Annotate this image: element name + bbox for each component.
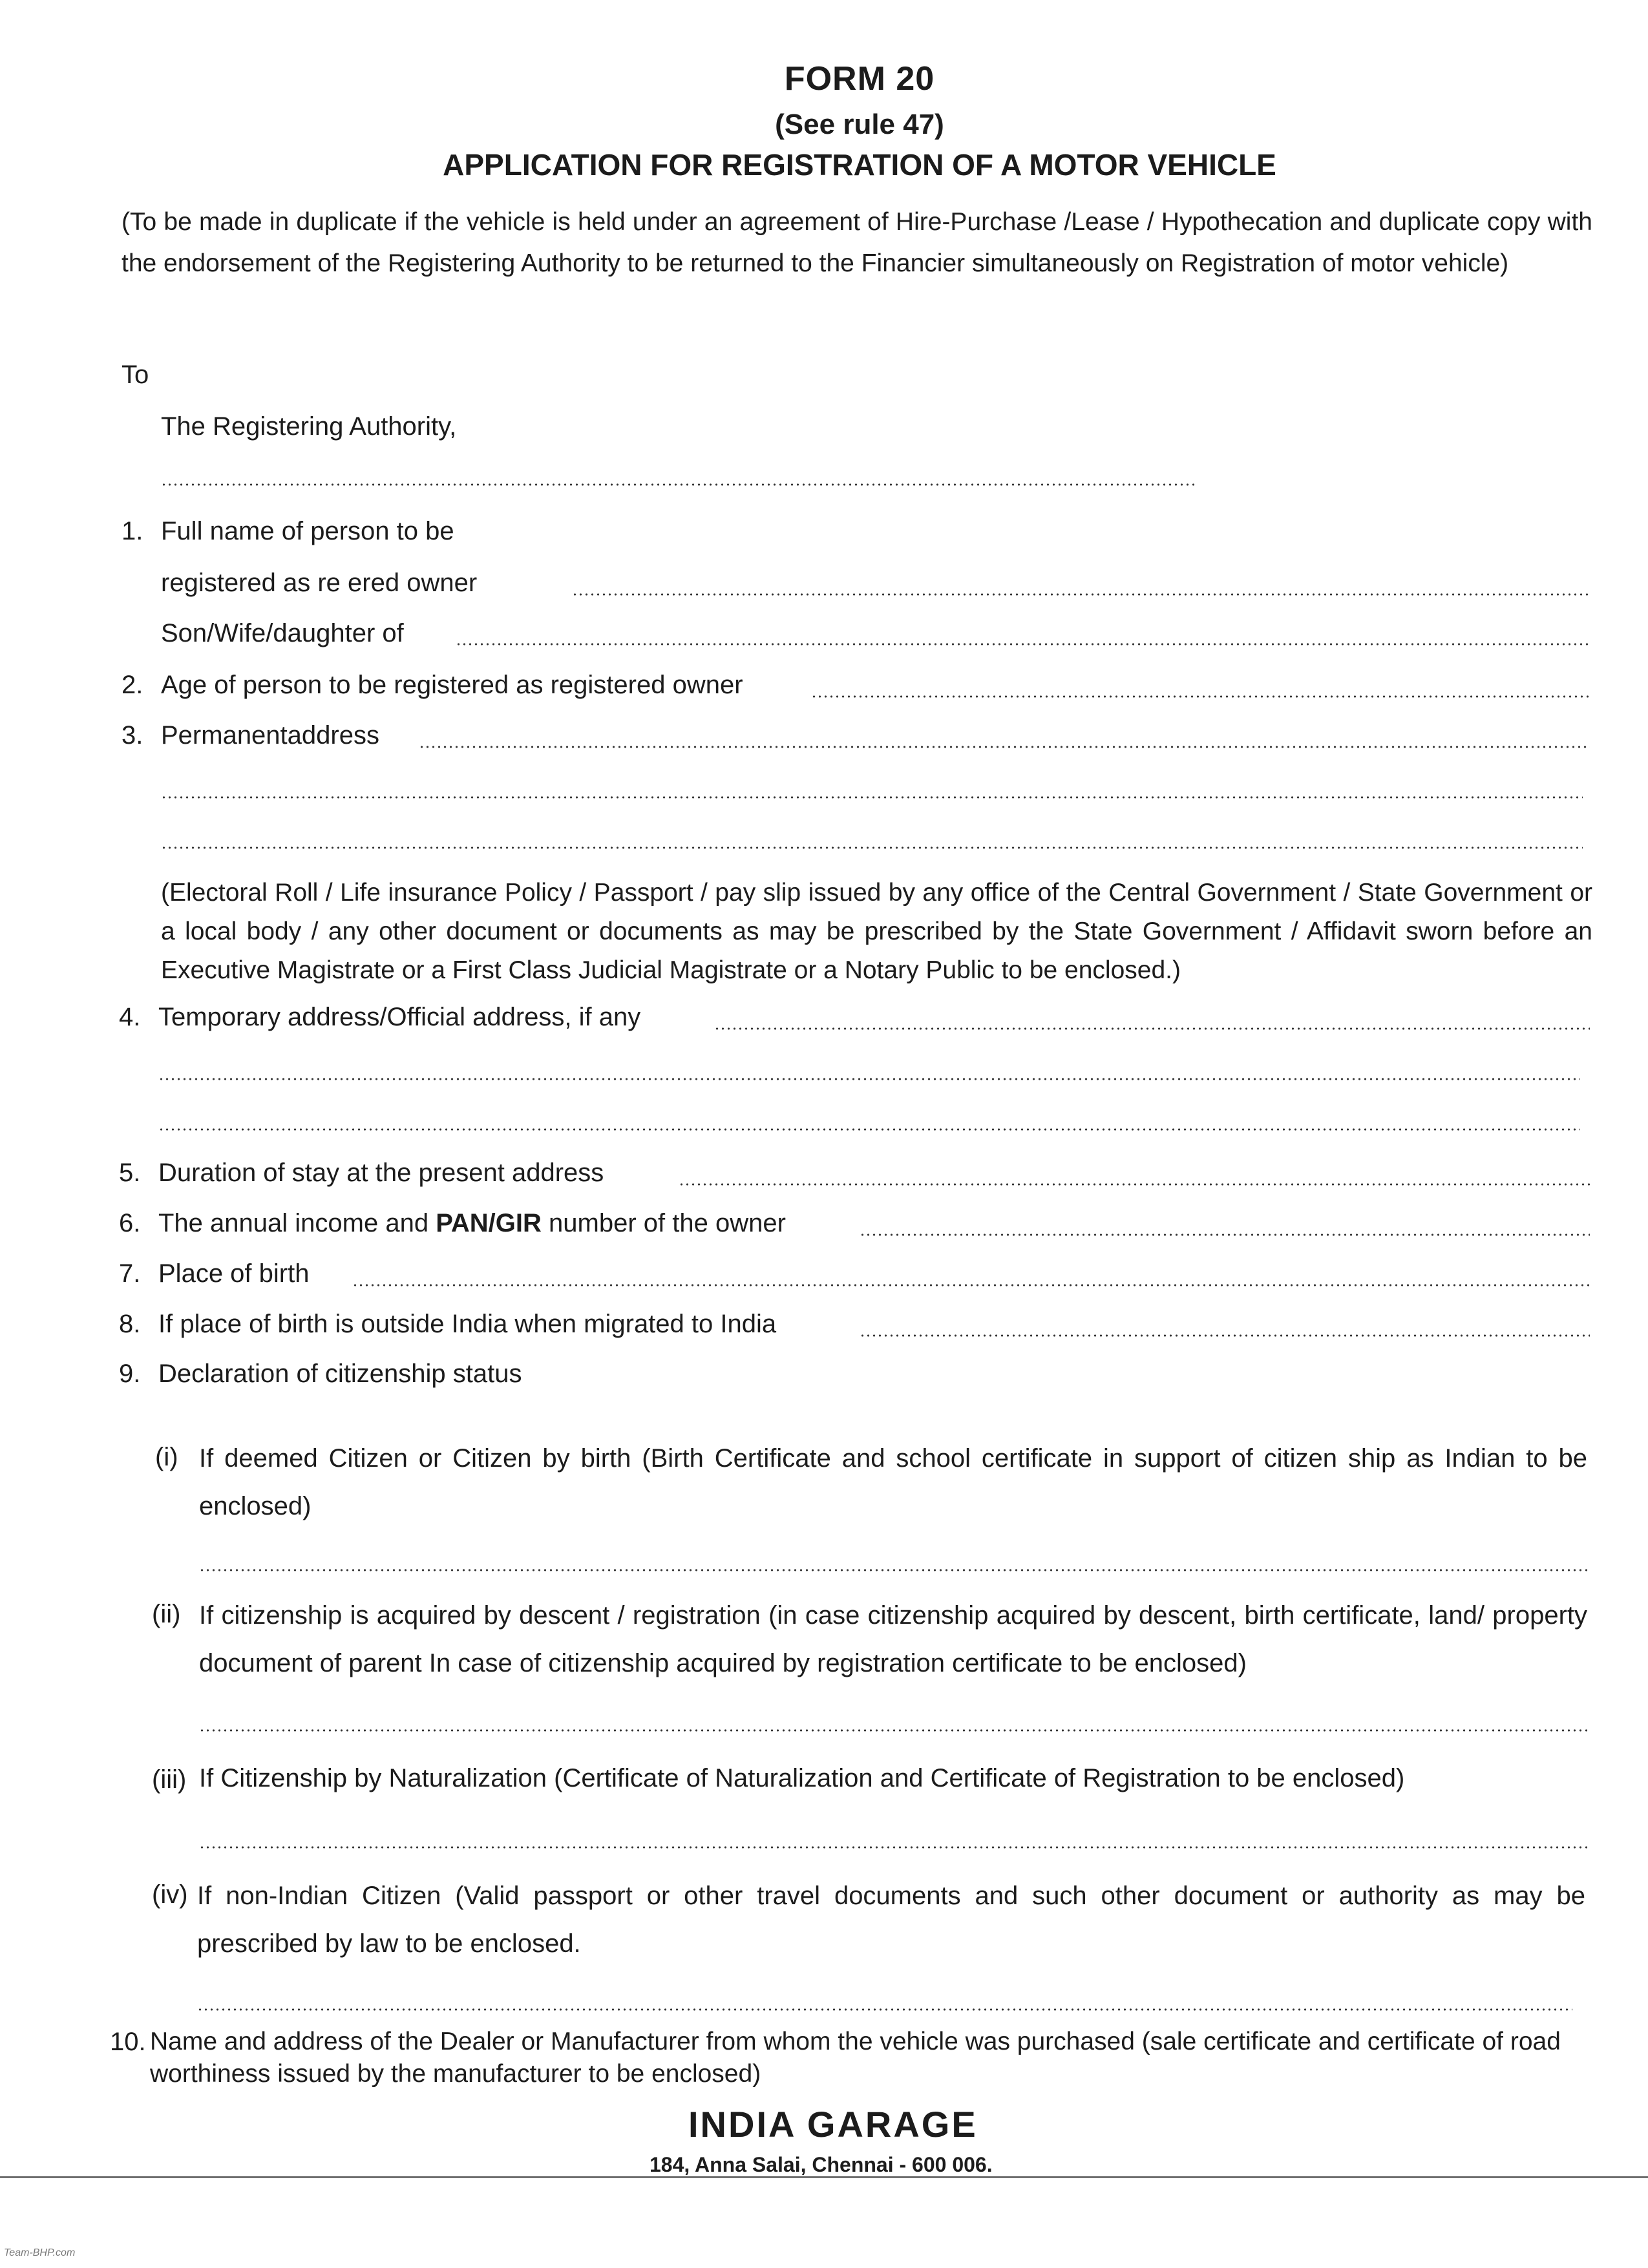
item-5-label: Duration of stay at the present address bbox=[158, 1159, 604, 1187]
item-6-number: 6. bbox=[119, 1209, 141, 1237]
item-9-iii-text: If Citizenship by Naturalization (Certificate of Naturalization and Certificate of Registration to be enclosed) bbox=[199, 1764, 1405, 1792]
citizen-by-birth-field[interactable] bbox=[199, 1569, 1587, 1571]
permanent-address-field-1[interactable] bbox=[419, 746, 1590, 748]
form-rule: (See rule 47) bbox=[775, 109, 944, 140]
item-6-label bbox=[158, 1209, 786, 1238]
item-9-number: 9. bbox=[119, 1360, 141, 1388]
form-title: FORM 20 bbox=[784, 60, 935, 98]
authority-field[interactable] bbox=[161, 483, 1195, 486]
permanent-address-field-2[interactable] bbox=[161, 796, 1583, 799]
item-7-number: 7. bbox=[119, 1259, 141, 1288]
dealer-name: INDIA GARAGE bbox=[688, 2104, 978, 2145]
item-4-label: Temporary address/Official address, if any bbox=[158, 1003, 641, 1031]
item-9-iv-text: If non-Indian Citizen (Valid passport or other travel documents and such other document or authority as may be prescribed by law to be enclosed. bbox=[197, 1882, 1585, 1958]
pan-gir-label: PAN/GIR bbox=[436, 1209, 542, 1237]
item-9-iii-number: (iii) bbox=[152, 1765, 187, 1794]
item-6-label-post: number of the owner bbox=[541, 1209, 786, 1237]
item-8-number: 8. bbox=[119, 1310, 141, 1338]
item-9-iv-number: (iv) bbox=[152, 1880, 188, 1909]
item-3-label: Permanentaddress bbox=[161, 721, 379, 750]
registering-authority-label: The Registering Authority, bbox=[161, 412, 457, 441]
item-2-label: Age of person to be registered as registered owner bbox=[161, 671, 743, 699]
item-1-number: 1. bbox=[121, 517, 143, 545]
annual-income-pan-field[interactable] bbox=[860, 1234, 1590, 1236]
form-subtitle: APPLICATION FOR REGISTRATION OF A MOTOR VEHICLE bbox=[443, 148, 1276, 182]
place-of-birth-field[interactable] bbox=[352, 1284, 1590, 1286]
item-9-ii-number: (ii) bbox=[152, 1600, 181, 1628]
item-6-label-pre: The annual income and bbox=[158, 1209, 436, 1237]
item-8-label: If place of birth is outside India when migrated to India bbox=[158, 1310, 777, 1338]
item-7-label: Place of birth bbox=[158, 1259, 310, 1288]
item-1-label-line3: Son/Wife/daughter of bbox=[161, 619, 404, 647]
item-4-number: 4. bbox=[119, 1003, 141, 1031]
dealer-address: 184, Anna Salai, Chennai - 600 006. bbox=[650, 2153, 993, 2176]
temporary-address-field-1[interactable] bbox=[714, 1027, 1590, 1030]
item-9-i-text: If deemed Citizen or Citizen by birth (Birth Certificate and school certificate in support of citizen ship as Indian to be enclosed) bbox=[199, 1444, 1587, 1520]
item-3-note: (Electoral Roll / Life insurance Policy / Passport / pay slip issued by any office of the Central Government / State Government or a local body / any other document or documents as may be prescribed by the State Government / Affidavit sworn before an Executive Magistrate or a First Class Judicial Magistrate or a Notary Public to be enclosed.) bbox=[161, 879, 1592, 984]
item-3-number: 3. bbox=[121, 721, 143, 750]
to-label: To bbox=[121, 361, 149, 389]
duration-of-stay-field[interactable] bbox=[679, 1183, 1590, 1186]
temporary-address-field-2[interactable] bbox=[158, 1078, 1580, 1080]
form-intro: (To be made in duplicate if the vehicle is held under an agreement of Hire-Purchase /Lease / Hypothecation and duplicate copy with the endorsement of the Registering Authority to be returned to the Financier simultaneously on Registration of motor vehicle) bbox=[121, 208, 1592, 277]
non-indian-citizen-field[interactable] bbox=[197, 2008, 1572, 2011]
bottom-rule bbox=[0, 2176, 1648, 2178]
item-1-label-line2: registered as re ered owner bbox=[161, 569, 478, 597]
son-wife-daughter-of-field[interactable] bbox=[456, 643, 1590, 646]
item-9-i-number: (i) bbox=[155, 1443, 178, 1471]
item-2-number: 2. bbox=[121, 671, 143, 699]
item-1-label-line1: Full name of person to be bbox=[161, 517, 454, 545]
item-10-number: 10. bbox=[110, 2028, 146, 2056]
temporary-address-field-3[interactable] bbox=[158, 1128, 1580, 1131]
age-field[interactable] bbox=[811, 695, 1590, 698]
item-9-ii-text: If citizenship is acquired by descent / registration (in case citizenship acquired by descent, birth certificate, land/ property document of parent In case of citizenship acquired by registration certificate to be enclosed) bbox=[199, 1601, 1587, 1677]
permanent-address-field-3[interactable] bbox=[161, 846, 1583, 849]
watermark-logo: Team-BHP.com bbox=[4, 2247, 76, 2258]
migration-field[interactable] bbox=[860, 1334, 1590, 1337]
item-9-label: Declaration of citizenship status bbox=[158, 1360, 522, 1388]
citizen-by-descent-field[interactable] bbox=[199, 1729, 1587, 1732]
citizen-by-naturalization-field[interactable] bbox=[199, 1846, 1587, 1849]
item-10-text: Name and address of the Dealer or Manufacturer from whom the vehicle was purchased (sale certificate and certificate of road worthiness issued by the manufacturer to be enclosed) bbox=[150, 2028, 1561, 2088]
registered-owner-name-field[interactable] bbox=[572, 593, 1590, 596]
item-5-number: 5. bbox=[119, 1159, 141, 1187]
